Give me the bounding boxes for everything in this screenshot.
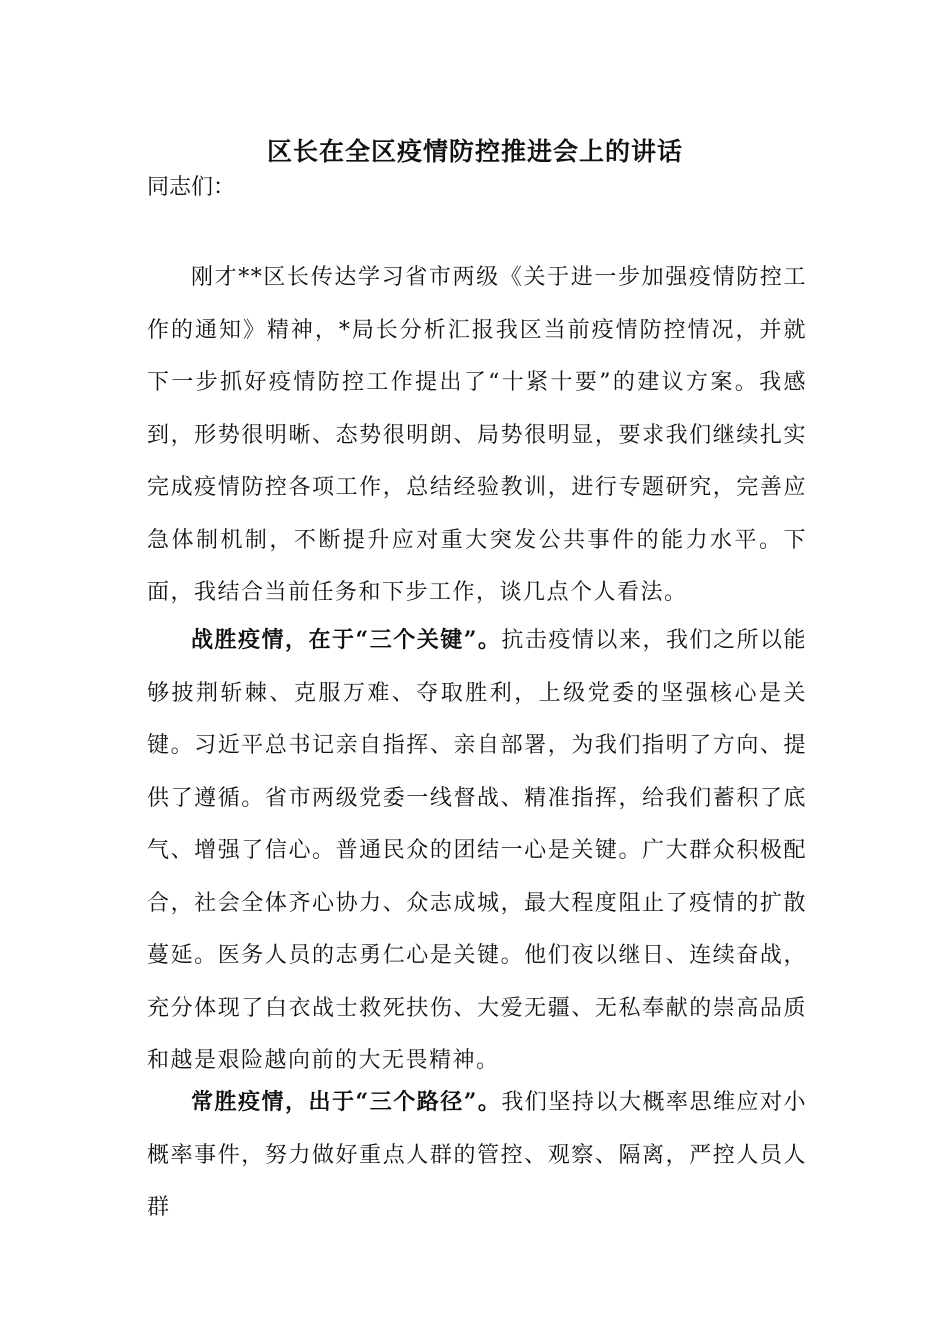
paragraph-three-keys-text: 抗击疫情以来，我们之所以能够披荆斩棘、克服万难、夺取胜利，上级党委的坚强核心是关键。习近平总书记亲自指挥、亲自部署，为我们指明了方向、提供了遵循。省市两级党委一线督战、精准指挥，给我们蓄积了底气、增强了信心。普通民众的团结一心是关键。广大群众积极配合，社会全体齐心协力、众志成城，最大程度阻止了疫情的扩散蔓延。医务人员的志勇仁心是关键。他们夜以继日、连续奋战，充分体现了白衣战士救死扶伤、大爱无疆、无私奉献的崇高品质和越是艰险越向前的大无畏精神。 bbox=[147, 628, 807, 1073]
salutation: 同志们： bbox=[147, 175, 236, 200]
paragraph-three-keys bbox=[147, 614, 807, 1088]
paragraph-three-paths-text: 我们坚持以大概率思维应对小概率事件，努力做好重点人群的管控、观察、隔离，严控人员人群 bbox=[147, 1090, 807, 1220]
paragraph-intro-text: 刚才**区长传达学习省市两级《关于进一步加强疫情防控工作的通知》精神，*局长分析汇报我区当前疫情防控情况，并就下一步抓好疫情防控工作提出了“十紧十要”的建议方案。我感到，形势很明晰、态势很明朗、局势很明显，要求我们继续扎实完成疫情防控各项工作，总结经验教训，进行专题研究，完善应急体制机制，不断提升应对重大突发公共事件的能力水平。下面，我结合当前任务和下步工作，谈几点个人看法。 bbox=[147, 265, 807, 605]
page-title: 区长在全区疫情防控推进会上的讲话 bbox=[266, 137, 683, 166]
paragraph-three-paths-lead: 常胜疫情，出于“三个路径”。 bbox=[191, 1089, 502, 1115]
paragraph-three-keys-lead: 战胜疫情，在于“三个关键”。 bbox=[191, 627, 502, 653]
paragraph-intro bbox=[147, 252, 807, 620]
paragraph-three-paths bbox=[147, 1076, 807, 1236]
